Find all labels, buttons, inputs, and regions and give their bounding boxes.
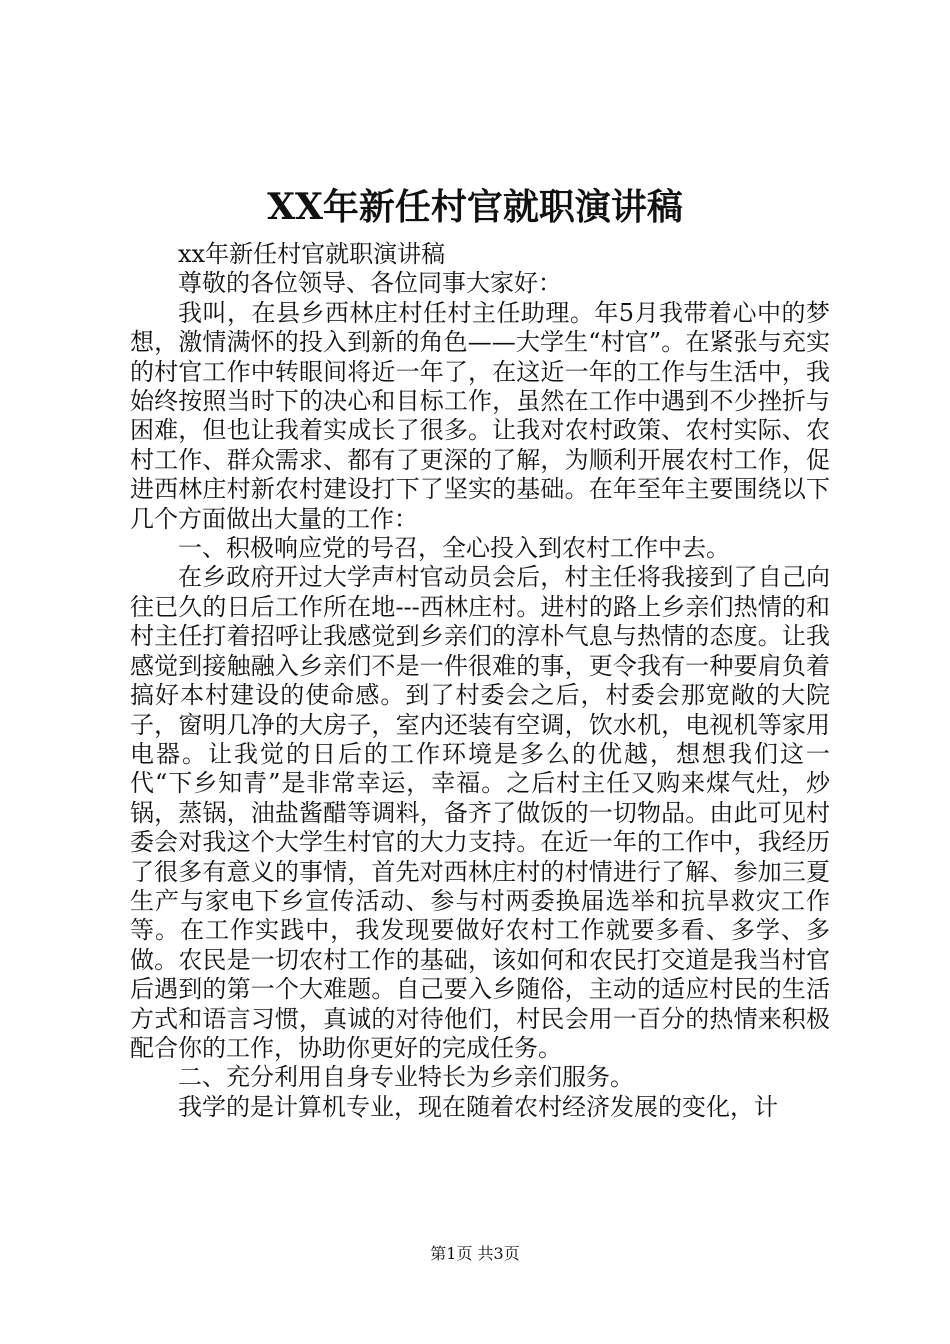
paragraph-subtitle: xx年新任村官就职演讲稿 bbox=[178, 240, 446, 268]
paragraph-section-1: 在乡政府开过大学声村官动员会后，村主任将我接到了自己向往已久的日后工作所在地---西林庄村。进村的路上乡亲们热情的和村主任打着招呼让我感觉到乡亲们的淳朴气息与热情的态度。让我感觉到接触融入乡亲们不是一件很难的事，更令我有一种要肩负着搞好本村建设的使命感。到了村委会之后，村委会那宽敞的大院子，窗明几净的大房子，室内还装有空调，饮水机，电视机等家用电器。让我觉的日后的工作环境是多么的优越，想想我们这一代“下乡知青”是非常幸运，幸福。之后村主任又购来煤气灶，炒锅，蒸锅，油盐酱醋等调料，备齐了做饭的一切物品。由此可见村委会对我这个大学生村官的大力支持。在近一年的工作中，我经历了很多有意义的事情，首先对西林庄村的村情进行了解、参加三夏生产与家电下乡宣传活动、参与村两委换届选举和抗旱救灾工作等。在工作实践中，我发现要做好农村工作就要多看、多学、多做。农民是一切农村工作的基础，该如何和农民打交道是我当村官后遇到的第一个大难题。自己要入乡随俗，主动的适应村民的生活方式和语言习惯，真诚的对待他们，村民会用一百分的热情来积极配合你的工作，协助你更好的完成任务。 bbox=[130, 563, 830, 1062]
section-heading-2: 二、充分利用自身专业特长为乡亲们服务。 bbox=[178, 1063, 634, 1092]
paragraph-introduction: 我叫，在县乡西林庄村任村主任助理。年5月我带着心中的梦想，激情满怀的投入到新的角色——大学生“村官”。在紧张与充实的村官工作中转眼间将近一年了，在这近一年的工作与生活中，我始终按照当时下的决心和目标工作，虽然在工作中遇到不少挫折与困难，但也让我着实成长了很多。让我对农村政策、农村实际、农村工作、群众需求、都有了更深的了解，为顺利开展农村工作，促进西林庄村新农村建设打下了坚实的基础。在年至年主要围绕以下几个方面做出大量的工作： bbox=[130, 298, 830, 533]
paragraph-greeting: 尊敬的各位领导、各位同事大家好： bbox=[178, 269, 562, 298]
document-title: XX年新任村官就职演讲稿 bbox=[267, 186, 683, 228]
paragraph-section-2: 我学的是计算机专业，现在随着农村经济发展的变化，计 bbox=[178, 1092, 778, 1121]
section-heading-1: 一、积极响应党的号召，全心投入到农村工作中去。 bbox=[178, 534, 730, 563]
page-footer: 第1页 共3页 bbox=[430, 1244, 520, 1263]
document-body bbox=[130, 240, 830, 1122]
